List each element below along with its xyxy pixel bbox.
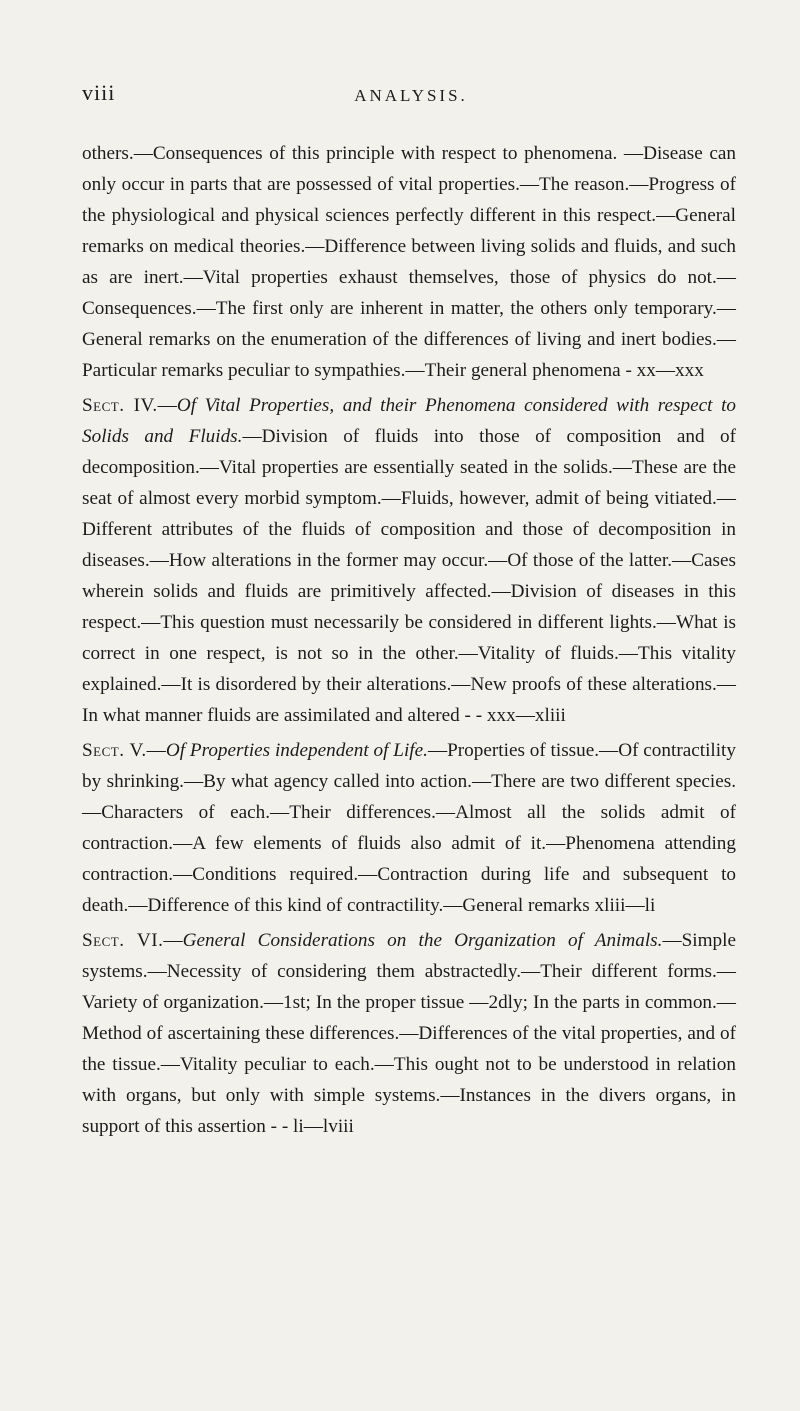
section-title: Of Properties independent of Life. — [165, 740, 428, 761]
running-title: ANALYSIS. — [354, 86, 468, 105]
page-header — [82, 80, 740, 110]
entry-pages: - - li—lviii — [270, 1116, 354, 1137]
section-title: General Considerations on the Organization of Animals. — [182, 930, 663, 951]
entry-pages: xliii—li — [594, 895, 656, 916]
analysis-text — [82, 138, 736, 1146]
analysis-entry-continued — [82, 138, 736, 386]
entry-text: Division of fluids into those of composition and of decomposition.—Vital properties are essentially seated in the solids.—These are the seat of almost every morbid symptom.—Fluids, however, admit of being vitiated.—Different attributes of the fluids of composition and those of decomposition in diseases.—How alterations in the former may occur.—Of those of the latter.—Cases wherein solids and fluids are primitively affected.—Division of diseases in this respect.—This question must necessarily be considered in different lights.—What is correct in one respect, is not so in the other.—Vitality of fluids.—This vitality explained.—It is disordered by their alterations.—New proofs of these alterations.—In what manner fluids are assimilated and altered — [82, 426, 736, 726]
section-title: Of Vital Properties, and their Phenomena considered with respect to Solids and Fluids. — [82, 395, 736, 447]
analysis-entry-sect-5: Sect. V.—Of Properties independent of Life.—Properties of tissue.—Of contractility by shrinking.—By what agency called into action.—There are two different species.—Characters of each.—Their differences.—Almost all the solids admit of contraction.—A few elements of fluids also admit of it.—Phenomena attending contraction.—Conditions required.—Contraction during life and subsequent to death.—Difference of this kind of contractility.—General remarks xliii—li — [82, 740, 736, 916]
section-label: Sect. VI. — [82, 930, 164, 951]
entry-pages: - xx—xxx — [625, 360, 704, 381]
analysis-entry-sect-4: Sect. IV.—Of Vital Properties, and their Phenomena considered with respect to Solids and Fluids.—Division of fluids into those of composition and of decomposition.—Vital properties are essentially seated in the solids.—These are the seat of almost every morbid symptom.—Fluids, however, admit of being vitiated.—Different attributes of the fluids of composition and those of decomposition in diseases.—How alterations in the former may occur.—Of those of the latter.—Cases wherein solids and fluids are primitively affected.—Division of diseases in this respect.—This question must necessarily be considered in different lights.—What is correct in one respect, is not so in the other.—Vitality of fluids.—This vitality explained.—It is disordered by their alterations.—New proofs of these alterations.—In what manner fluids are assimilated and altered - - xxx—xliii — [82, 395, 736, 726]
analysis-entry-sect-6: Sect. VI.—General Considerations on the Organization of Animals.—Simple systems.—Necessity of considering them abstractedly.—Their different forms.—Variety of organization.—1st; In the proper tissue —2dly; In the parts in common.—Method of ascertaining these differences.—Differences of the vital properties, and of the tissue.—Vitality peculiar to each.—This ought not to be understood in relation with organs, but only with simple systems.—Instances in the divers organs, in support of this assertion - - li—lviii — [82, 930, 736, 1137]
entry-text: others.—Consequences of this principle with respect to phenomena. —Disease can only occur in parts that are possessed of vital properties.—The reason.—Progress of the physiological and physical sciences perfectly different in this respect.—General remarks on medical theories.—Difference between living solids and fluids, and such as are inert.—Vital properties exhaust themselves, those of physics do not.—Consequences.—The first only are inherent in matter, the others only temporary.—General remarks on the enumeration of the differences of living and inert bodies.—Particular remarks peculiar to sympathies.—Their general phenomena — [82, 143, 736, 381]
section-label: Sect. IV. — [82, 395, 158, 416]
entry-text: Properties of tissue.—Of contractility by shrinking.—By what agency called into action.—There are two different species.—Characters of each.—Their differences.—Almost all the solids admit of contraction.—A few elements of fluids also admit of it.—Phenomena attending contraction.—Conditions required.—Contraction during life and subsequent to death.—Difference of this kind of contractility.—General remarks — [82, 740, 736, 916]
entry-pages: - - xxx—xliii — [464, 705, 566, 726]
entry-text: Simple systems.—Necessity of considering them abstractedly.—Their different forms.—Variety of organization.—1st; In the proper tissue —2dly; In the parts in common.—Method of ascertaining these differences.—Differences of the vital properties, and of the tissue.—Vitality peculiar to each.—This ought not to be understood in relation with organs, but only with simple systems.—Instances in the divers organs, in support of this assertion — [82, 930, 736, 1137]
page-number: viii — [82, 80, 116, 105]
section-label: Sect. V. — [82, 740, 147, 761]
